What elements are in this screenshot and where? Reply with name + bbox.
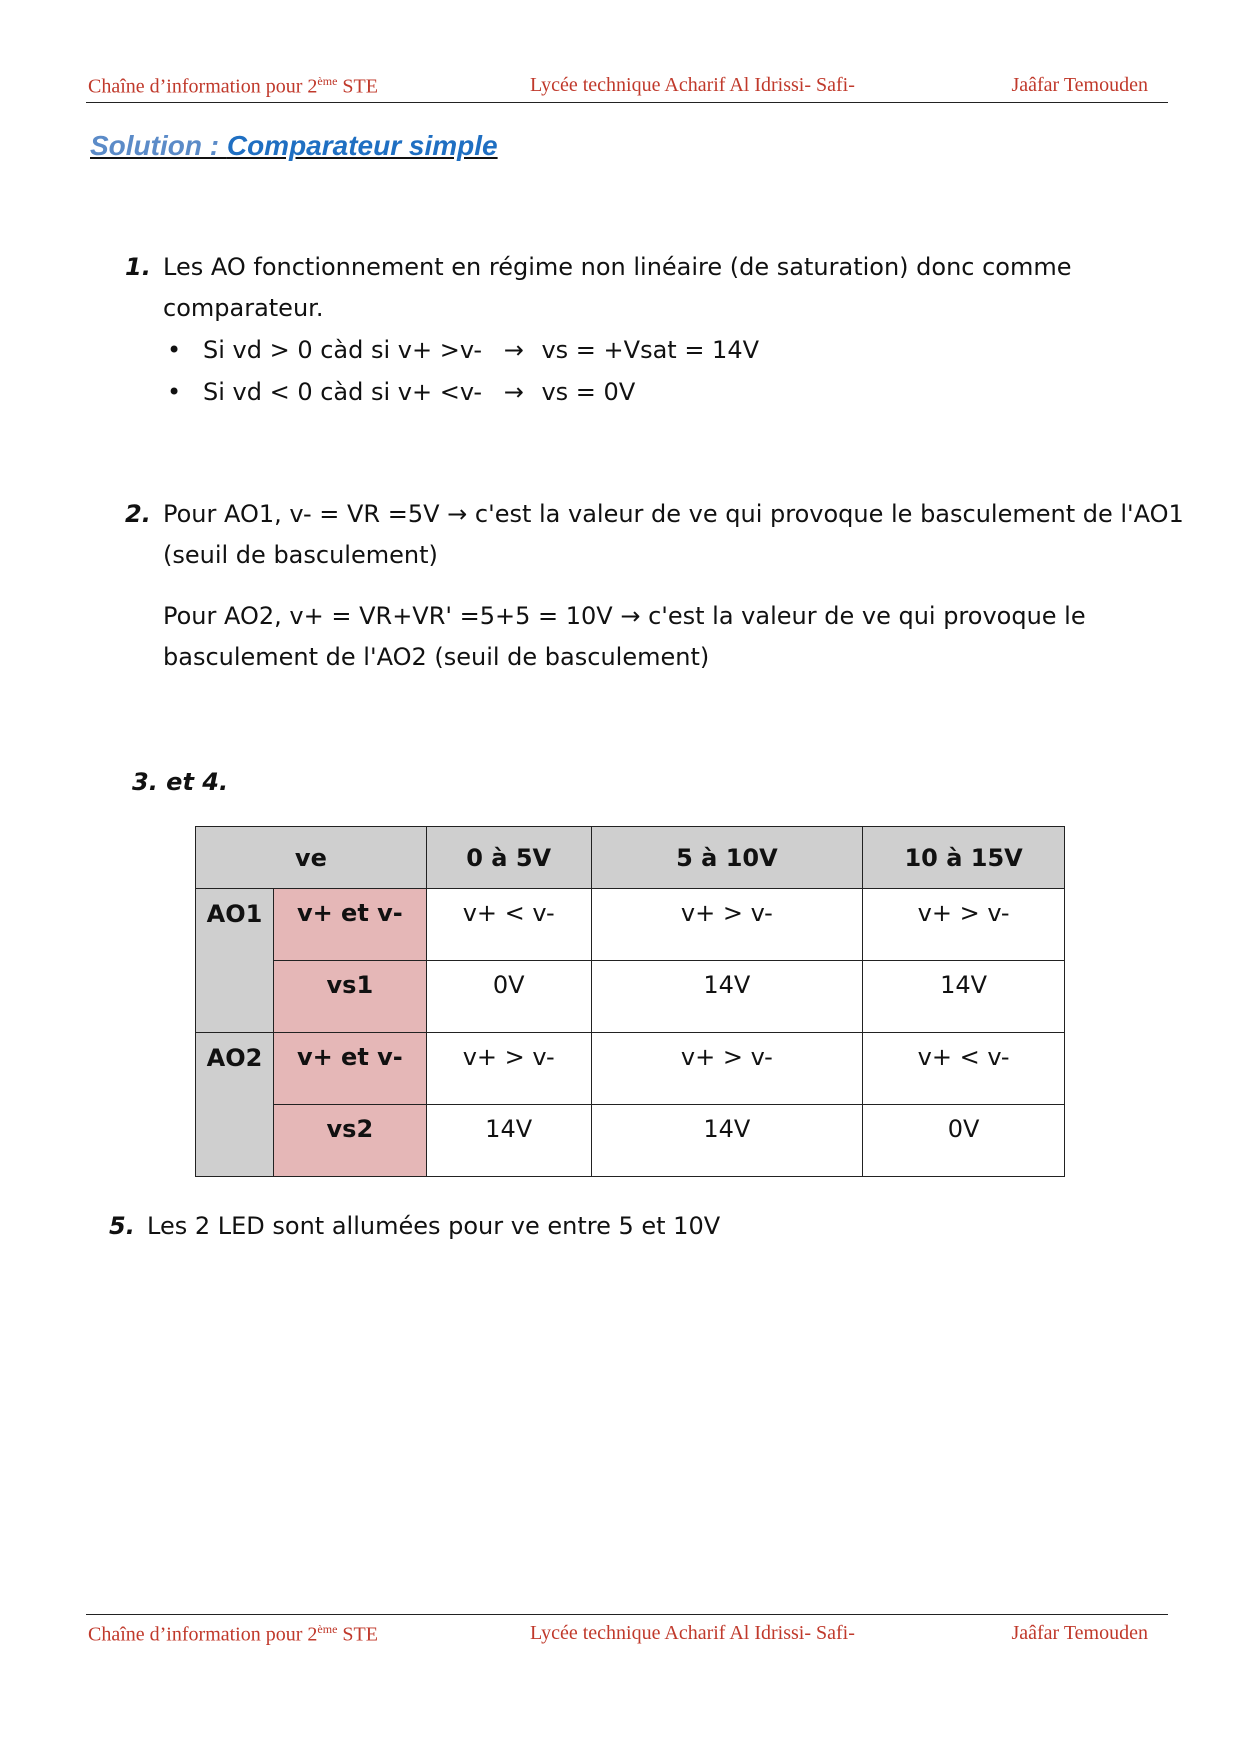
header-center: Lycée technique Acharif Al Idrissi- Safi- (530, 74, 855, 96)
table-cell: 0V (863, 1105, 1065, 1177)
header-left-text: Chaîne d’information pour 2 (88, 75, 318, 98)
table-cell: 14V (591, 1105, 863, 1177)
table-cell: v+ < v- (863, 1033, 1065, 1105)
header-range-1: 0 à 5V (426, 827, 591, 889)
q2-p2-line1: Pour AO2, v+ = VR+VR' =5+5 = 10V → c'est la valeur de ve qui provoque le (163, 602, 1086, 630)
page-title (90, 130, 498, 162)
table-cell: 14V (863, 961, 1065, 1033)
row-label: v+ et v- (273, 889, 426, 961)
q1-bullet2-result: vs = 0V (541, 378, 636, 406)
title-prefix: Solution : (90, 130, 227, 161)
footer-left-sup: ème (317, 1622, 338, 1636)
footer-left-end: STE (337, 1623, 378, 1646)
header-range-3: 10 à 15V (863, 827, 1065, 889)
table-cell: v+ > v- (863, 889, 1065, 961)
title-main: Comparateur simple (226, 130, 498, 161)
row-label: vs1 (273, 961, 426, 1033)
header-left-sup: ème (317, 74, 338, 88)
q1-bullet1-result: vs = +Vsat = 14V (541, 336, 760, 364)
q5-number: 5. (109, 1212, 135, 1240)
table-cell: v+ > v- (591, 1033, 863, 1105)
group-ao2: AO2 (196, 1033, 274, 1177)
group-ao1: AO1 (196, 889, 274, 1033)
q34-label: 3. et 4. (132, 768, 229, 796)
q2-p1-line1: Pour AO1, v- = VR =5V → c'est la valeur de ve qui provoque le basculement de l'AO1 (163, 500, 1184, 528)
table-cell: v+ > v- (591, 889, 863, 961)
right-arrow-icon: → (503, 378, 524, 406)
table-cell: 14V (591, 961, 863, 1033)
footer-rule (86, 1614, 1168, 1615)
header-left (88, 74, 378, 99)
results-table (195, 826, 1065, 1177)
footer-left-text: Chaîne d’information pour 2 (88, 1623, 318, 1646)
q2-number: 2. (125, 500, 151, 528)
table-cell: 0V (426, 961, 591, 1033)
right-arrow-icon: → (503, 336, 524, 364)
header-rule (86, 102, 1168, 103)
q1-bullet2 (203, 372, 635, 413)
row-label: vs2 (273, 1105, 426, 1177)
q1-line1: Les AO fonctionnement en régime non linéaire (de saturation) donc comme (163, 253, 1072, 281)
q5-text: Les 2 LED sont allumées pour ve entre 5 et 10V (147, 1212, 721, 1240)
q1-bullet1-cond: Si vd > 0 càd si v+ >v- (203, 336, 483, 364)
footer-left (88, 1622, 378, 1647)
bullet-dot-icon: • (167, 336, 182, 364)
table-row (196, 1033, 1065, 1105)
table-cell: v+ > v- (426, 1033, 591, 1105)
header-ve: ve (196, 827, 427, 889)
q1-bullet2-cond: Si vd < 0 càd si v+ <v- (203, 378, 483, 406)
header-range-2: 5 à 10V (591, 827, 863, 889)
table-row (196, 961, 1065, 1033)
table-row (196, 1105, 1065, 1177)
row-label: v+ et v- (273, 1033, 426, 1105)
table-row (196, 889, 1065, 961)
q1-bullet1 (203, 330, 759, 371)
table-cell: 14V (426, 1105, 591, 1177)
q2-p2-line2: basculement de l'AO2 (seuil de basculement) (163, 643, 710, 671)
table-header-row (196, 827, 1065, 889)
bullet-dot-icon: • (167, 378, 182, 406)
q1-number: 1. (125, 253, 151, 281)
header-right: Jaâfar Temouden (1011, 74, 1148, 96)
footer-right: Jaâfar Temouden (1011, 1622, 1148, 1644)
table-cell: v+ < v- (426, 889, 591, 961)
footer-center: Lycée technique Acharif Al Idrissi- Safi- (530, 1622, 855, 1644)
header-left-end: STE (337, 75, 378, 98)
q1-line2: comparateur. (163, 294, 324, 322)
q2-p1-line2: (seuil de basculement) (163, 541, 438, 569)
